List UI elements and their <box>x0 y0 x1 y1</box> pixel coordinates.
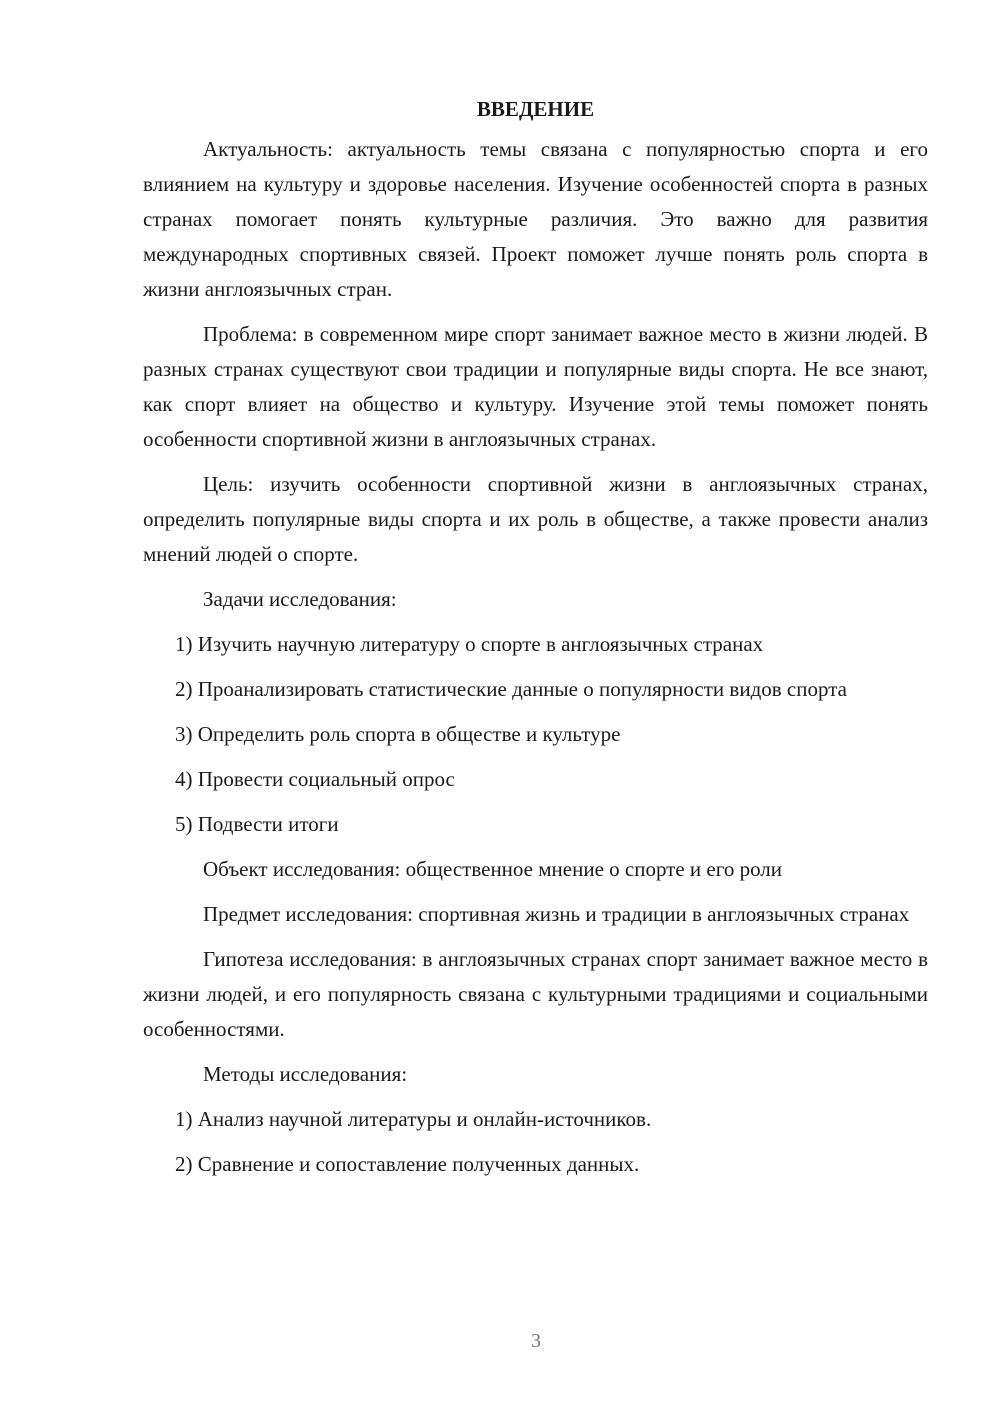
subject-paragraph: Предмет исследования: спортивная жизнь и традиции в англоязычных странах <box>203 902 910 926</box>
tasks-label: Задачи исследования: <box>203 587 397 611</box>
methods-label: Методы исследования: <box>203 1062 408 1086</box>
page-number: 3 <box>531 1330 541 1352</box>
hypothesis-paragraph: Гипотеза исследования: в англоязычных странах спорт занимает важное место в жизни людей, и его популярность связана с культурными традициями и социальными особенностями. <box>143 947 928 1041</box>
object-paragraph: Объект исследования: общественное мнение о спорте и его роли <box>203 857 783 881</box>
task-item-4: 4) Провести социальный опрос <box>175 767 455 791</box>
task-item-3: 3) Определить роль спорта в обществе и культуре <box>175 722 621 746</box>
task-item-5: 5) Подвести итоги <box>175 812 339 836</box>
problem-paragraph: Проблема: в современном мире спорт занимает важное место в жизни людей. В разных странах существуют свои традиции и популярные виды спорта. Не все знают, как спорт влияет на общество и культуру. Изучение этой темы поможет понять особенности спортивной жизни в англоязычных странах. <box>143 322 928 451</box>
relevance-paragraph: Актуальность: актуальность темы связана с популярностью спорта и его влиянием на культуру и здоровье населения. Изучение особенностей спорта в разных странах помогает понять культурные различия. Это важно для развития международных спортивных связей. Проект поможет лучше понять роль спорта в жизни англоязычных стран. <box>143 137 928 301</box>
method-item-1: 1) Анализ научной литературы и онлайн-источников. <box>175 1107 652 1131</box>
task-item-2: 2) Проанализировать статистические данные о популярности видов спорта <box>175 677 847 701</box>
task-item-1: 1) Изучить научную литературу о спорте в англоязычных странах <box>175 632 764 656</box>
goal-paragraph: Цель: изучить особенности спортивной жизни в англоязычных странах, определить популярные виды спорта и их роль в обществе, а также провести анализ мнений людей о спорте. <box>143 472 928 566</box>
document-body <box>143 94 928 1192</box>
page-title: ВВЕДЕНИЕ <box>476 97 595 121</box>
method-item-2: 2) Сравнение и сопоставление полученных данных. <box>175 1152 640 1176</box>
